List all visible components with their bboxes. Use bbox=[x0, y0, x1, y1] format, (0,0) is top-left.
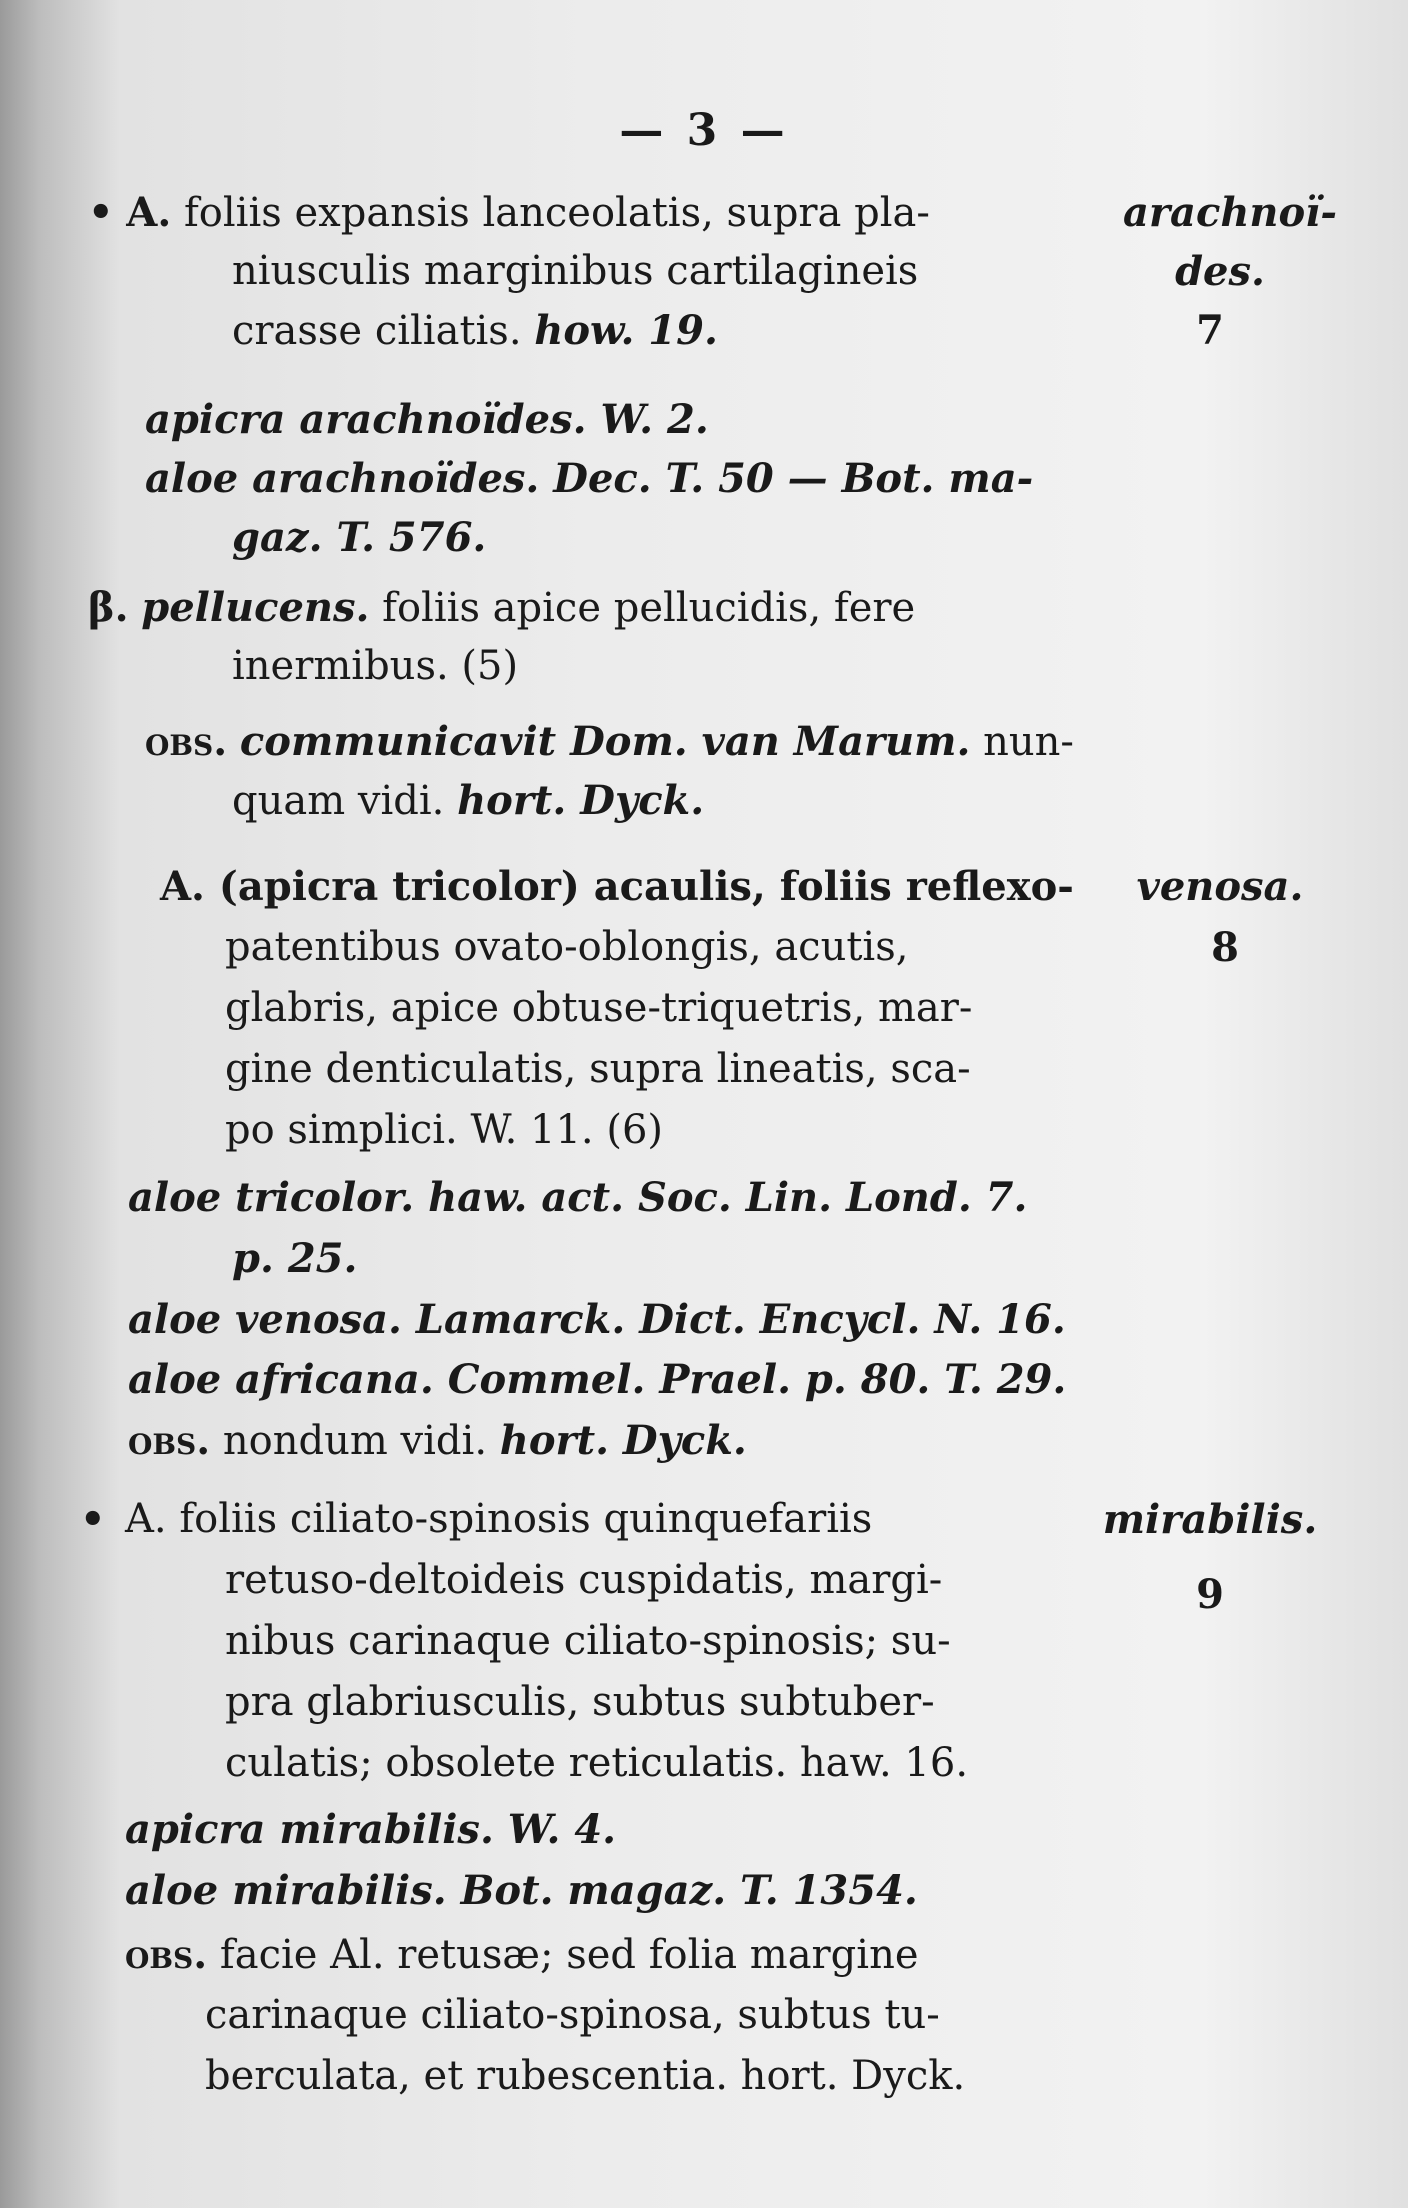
obs-label: obs. bbox=[145, 718, 228, 765]
description-line: niusculis marginibus cartilagineis bbox=[232, 248, 919, 294]
obs-text: facie Al. retusæ; sed folia margine bbox=[219, 1932, 919, 1978]
synonym: aloe mirabilis. Bot. magaz. T. 1354. bbox=[125, 1867, 918, 1914]
variety-name: pellucens. bbox=[141, 584, 370, 631]
description-line: pra glabriusculis, subtus subtuber- bbox=[225, 1679, 935, 1725]
species-number: 9 bbox=[1196, 1571, 1224, 1618]
obs-text: communicavit Dom. van Marum. bbox=[239, 718, 971, 765]
description-line: po simplici. W. 11. (6) bbox=[225, 1107, 664, 1153]
species-name: mirabilis. bbox=[1102, 1496, 1318, 1543]
variety-description-cont: inermibus. (5) bbox=[232, 643, 519, 689]
species-number: 8 bbox=[1211, 924, 1239, 971]
obs-text: carinaque ciliato-spinosa, subtus tu- bbox=[205, 1992, 940, 2038]
page-number: — 3 — bbox=[619, 105, 789, 156]
species-number: 7 bbox=[1196, 307, 1224, 354]
species-name: venosa. bbox=[1136, 863, 1304, 910]
beta-marker: β. bbox=[88, 584, 129, 631]
synonym: aloe africana. Commel. Prael. p. 80. T. 29. bbox=[128, 1356, 1067, 1403]
variety-description: foliis apice pellucidis, fere bbox=[382, 585, 916, 631]
synonym: aloe tricolor. haw. act. Soc. Lin. Lond. 7. bbox=[128, 1174, 1028, 1221]
obs-text: nun- bbox=[983, 719, 1074, 765]
description-line: A. foliis ciliato-spinosis quinquefariis bbox=[125, 1496, 873, 1542]
description-line: crasse ciliatis. bbox=[232, 308, 522, 354]
species-name-cont: des. bbox=[1175, 248, 1265, 295]
synonym-cont: p. 25. bbox=[232, 1235, 358, 1282]
description-line: foliis expansis lanceolatis, supra pla- bbox=[183, 190, 930, 236]
description-line: culatis; obsolete reticulatis. haw. 16. bbox=[225, 1740, 969, 1786]
synonym: aloe venosa. Lamarck. Dict. Encycl. N. 16. bbox=[128, 1296, 1066, 1343]
reference: hort. Dyck. bbox=[499, 1417, 747, 1464]
species-name: arachnoï- bbox=[1123, 189, 1337, 236]
synonym: apicra mirabilis. W. 4. bbox=[125, 1806, 617, 1853]
bullet-marker: • bbox=[88, 189, 114, 236]
synonym: aloe arachnoïdes. Dec. T. 50 — Bot. ma- bbox=[145, 455, 1034, 502]
obs-label: obs. bbox=[128, 1417, 211, 1464]
description-line: patentibus ovato-oblongis, acutis, bbox=[225, 924, 909, 970]
description-line: A. (apicra tricolor) acaulis, foliis reflexo- bbox=[160, 863, 1074, 910]
bullet-marker: • bbox=[80, 1496, 106, 1543]
description-line: glabris, apice obtuse-triquetris, mar- bbox=[225, 985, 973, 1031]
description-line: nibus carinaque ciliato-spinosis; su- bbox=[225, 1618, 951, 1664]
obs-label: obs. bbox=[125, 1931, 208, 1978]
obs-text: quam vidi. bbox=[232, 778, 445, 824]
obs-text: berculata, et rubescentia. hort. Dyck. bbox=[205, 2053, 966, 2099]
description-line: retuso-deltoideis cuspidatis, margi- bbox=[225, 1557, 943, 1603]
reference: how. 19. bbox=[534, 307, 718, 354]
reference: hort. Dyck. bbox=[457, 777, 705, 824]
genus-lead: A. bbox=[126, 189, 172, 236]
synonym-cont: gaz. T. 576. bbox=[232, 514, 487, 561]
synonym: apicra arachnoïdes. W. 2. bbox=[145, 396, 709, 443]
description-line: gine denticulatis, supra lineatis, sca- bbox=[225, 1046, 971, 1092]
obs-text: nondum vidi. bbox=[222, 1418, 488, 1464]
